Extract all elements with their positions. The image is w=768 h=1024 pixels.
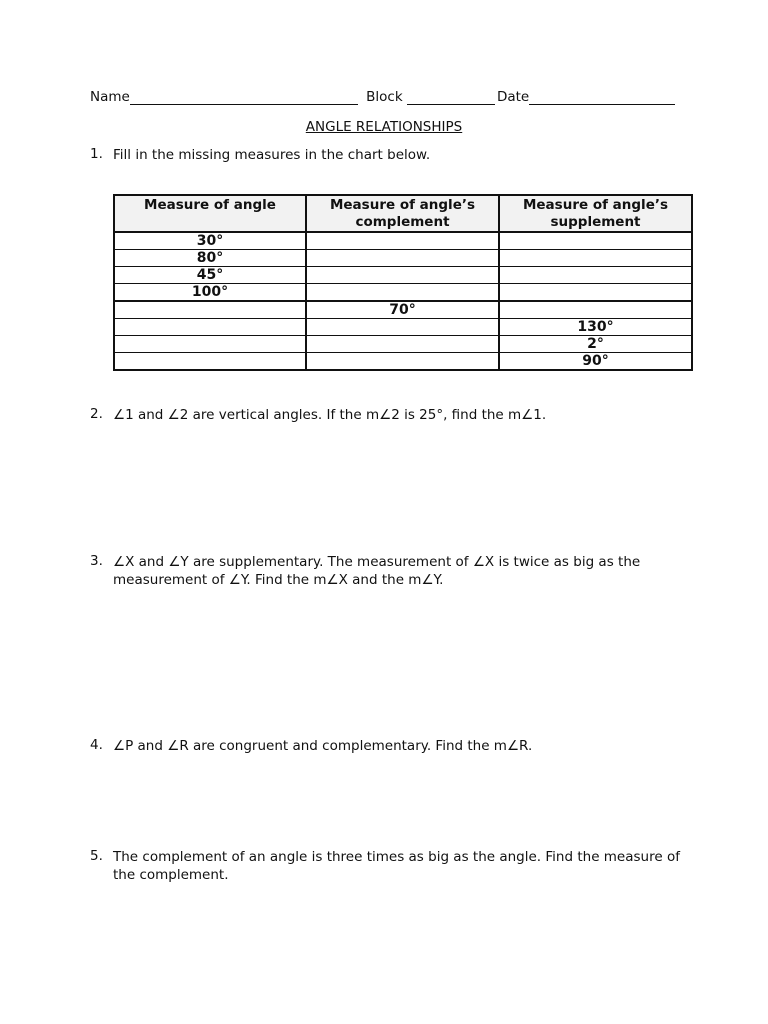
table-cell[interactable] (499, 267, 692, 284)
table-cell[interactable] (306, 232, 499, 250)
table-cell[interactable] (306, 250, 499, 267)
table-cell[interactable] (306, 284, 499, 302)
question-number: 3. (90, 553, 103, 569)
question-text: ∠1 and ∠2 are vertical angles. If the m∠2 is 25°, find the m∠1. (113, 407, 547, 423)
table-cell[interactable] (306, 267, 499, 284)
question-text: ∠P and ∠R are congruent and complementary. Find the m∠R. (113, 738, 533, 754)
question-number: 4. (90, 737, 103, 753)
column-header-angle: Measure of angle (114, 195, 306, 232)
question-number: 5. (90, 848, 103, 864)
table-row (114, 301, 692, 319)
name-label: Name (90, 89, 130, 105)
table-header-row (114, 195, 692, 232)
angle-chart (113, 194, 693, 371)
page-title: ANGLE RELATIONSHIPS (305, 119, 463, 135)
table-cell[interactable] (499, 250, 692, 267)
table-cell[interactable] (499, 232, 692, 250)
block-label: Block (366, 89, 403, 105)
table-cell[interactable] (306, 319, 499, 336)
date-field[interactable] (529, 90, 675, 105)
date-label: Date (496, 89, 530, 105)
question-1 (90, 146, 690, 164)
table-cell[interactable] (114, 301, 306, 319)
table-row (114, 353, 692, 371)
question-text: ∠X and ∠Y are supplementary. The measurement of ∠X is twice as big as the measurement of ∠Y. Find the m∠X and the m∠Y. (113, 554, 641, 588)
table-cell[interactable]: 45° (114, 267, 306, 284)
question-text: Fill in the missing measures in the chart below. (113, 147, 431, 163)
table-cell[interactable] (114, 353, 306, 371)
table-cell[interactable]: 30° (114, 232, 306, 250)
question-number: 2. (90, 406, 103, 422)
table-cell[interactable]: 2° (499, 336, 692, 353)
table-row (114, 267, 692, 284)
question-3 (90, 553, 690, 589)
table-cell[interactable] (499, 284, 692, 302)
table-row (114, 319, 692, 336)
block-field[interactable] (407, 90, 495, 105)
table-cell[interactable] (499, 301, 692, 319)
question-text: The complement of an angle is three times as big as the angle. Find the measure of the complement. (113, 849, 680, 883)
table-cell[interactable]: 130° (499, 319, 692, 336)
question-2 (90, 406, 690, 424)
name-field[interactable] (130, 90, 358, 105)
table-cell[interactable]: 100° (114, 284, 306, 302)
question-number: 1. (90, 146, 103, 162)
table-cell[interactable] (306, 336, 499, 353)
table-row (114, 232, 692, 250)
table-cell[interactable]: 70° (306, 301, 499, 319)
table-cell[interactable] (306, 353, 499, 371)
question-4 (90, 737, 690, 755)
header-line (90, 89, 677, 105)
table-row (114, 250, 692, 267)
table-cell[interactable]: 80° (114, 250, 306, 267)
table-cell[interactable] (114, 336, 306, 353)
question-5 (90, 848, 690, 884)
table-cell[interactable]: 90° (499, 353, 692, 371)
table-row (114, 336, 692, 353)
table-cell[interactable] (114, 319, 306, 336)
column-header-complement: Measure of angle’s complement (306, 195, 499, 232)
column-header-supplement: Measure of angle’s supplement (499, 195, 692, 232)
table-row (114, 284, 692, 302)
